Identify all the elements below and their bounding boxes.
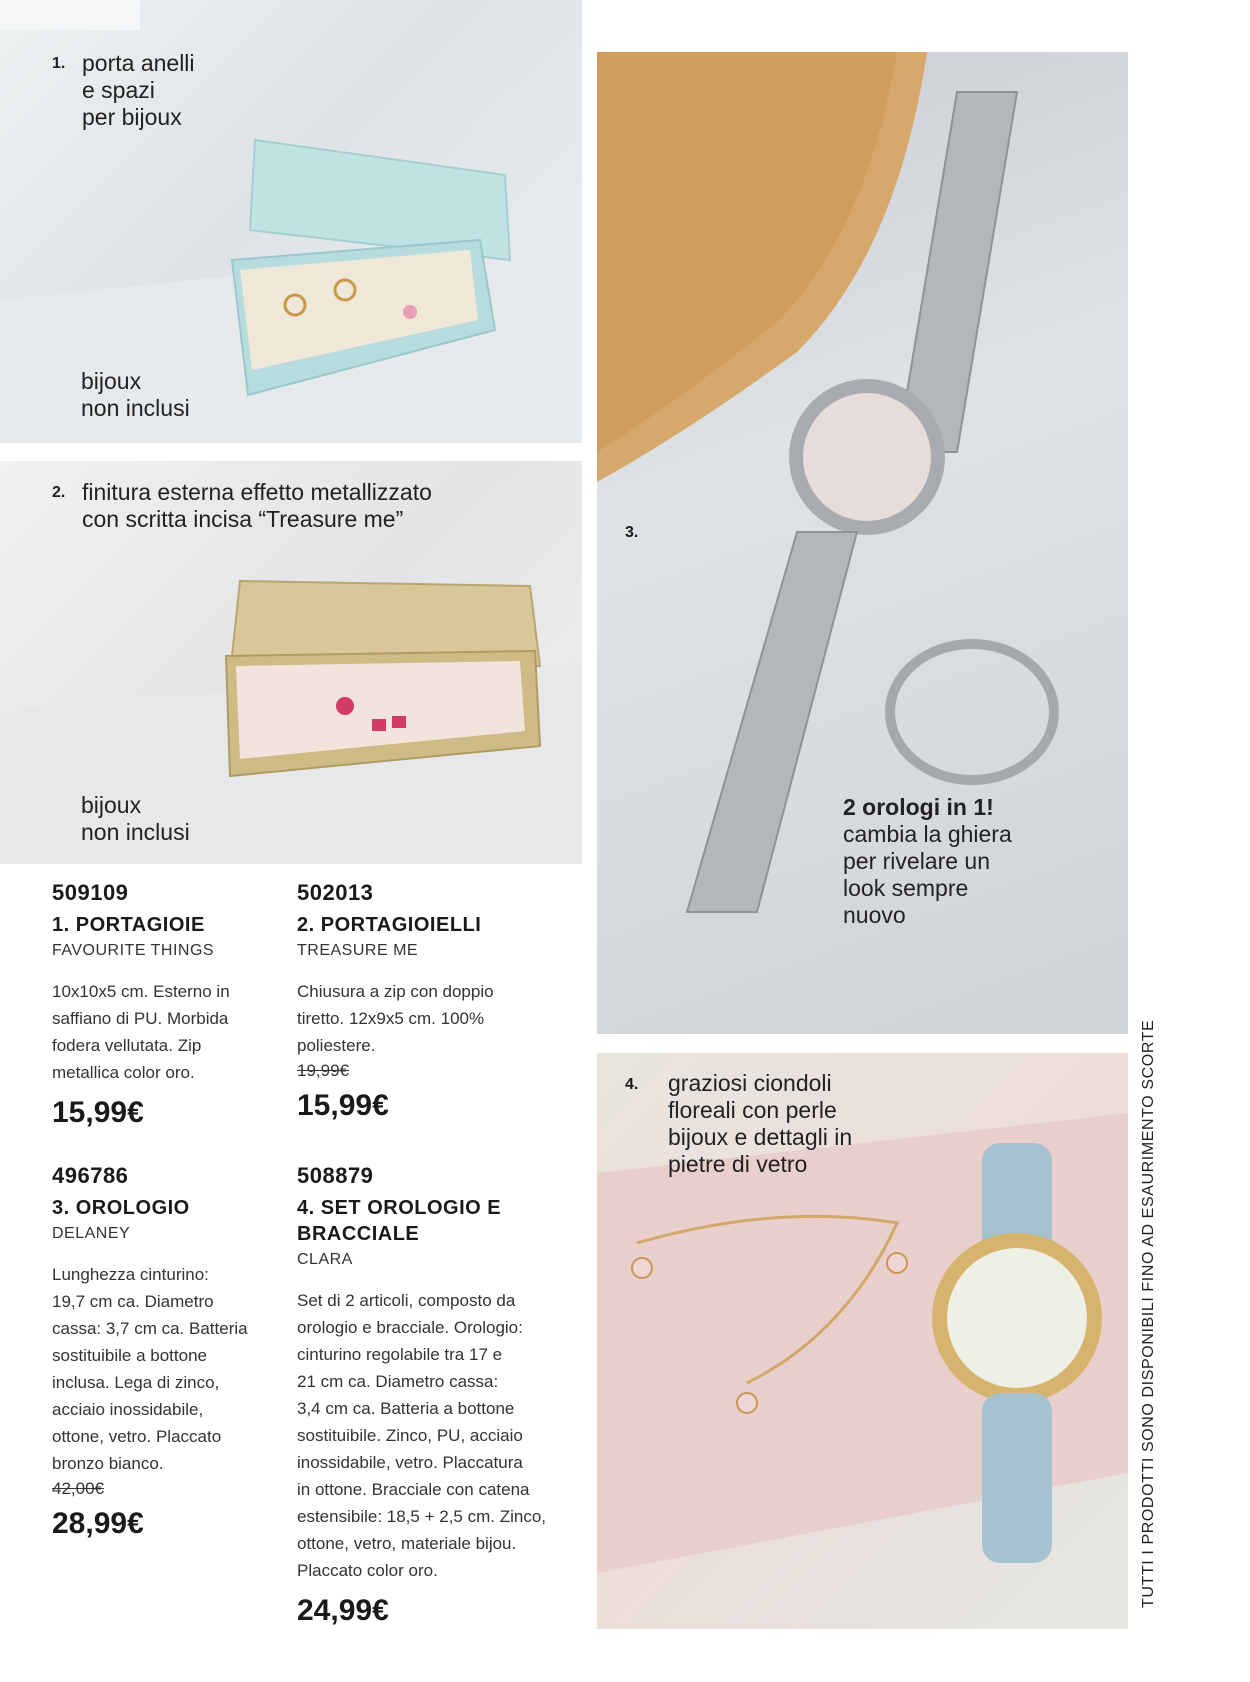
photo2-caption bbox=[52, 479, 432, 533]
photo3-callout-title: 2 orologi in 1! bbox=[843, 794, 994, 820]
photo1-caption bbox=[52, 50, 195, 131]
description-line: fodera vellutata. Zip bbox=[52, 1036, 202, 1055]
product-old-price: 42,00€ bbox=[52, 1479, 104, 1498]
description-line: 19,7 cm ca. Diametro bbox=[52, 1292, 214, 1311]
product-price: 24,99€ bbox=[297, 1594, 389, 1627]
description-line: cinturino regolabile tra 17 e bbox=[297, 1345, 503, 1364]
product-name: 1. PORTAGIOIE bbox=[52, 914, 205, 936]
photo2-caption-line: con scritta incisa “Treasure me” bbox=[82, 506, 404, 532]
photo2-note-line: bijoux bbox=[81, 792, 142, 818]
description-line: 3,4 cm ca. Batteria a bottone bbox=[297, 1399, 515, 1418]
description-line: 10x10x5 cm. Esterno in bbox=[52, 982, 230, 1001]
description-line: in ottone. Bracciale con catena bbox=[297, 1480, 530, 1499]
description-line: Chiusura a zip con doppio bbox=[297, 982, 494, 1001]
photo1-caption-line: e spazi bbox=[82, 77, 155, 103]
photo2-caption-line: finitura esterna effetto metallizzato bbox=[82, 479, 432, 505]
description-line: inclusa. Lega di zinco, bbox=[52, 1373, 220, 1392]
product-price: 28,99€ bbox=[52, 1507, 144, 1540]
photo3-number: 3. bbox=[625, 524, 639, 541]
product-description bbox=[52, 978, 287, 1086]
product-name: 2. PORTAGIOIELLI bbox=[297, 914, 482, 936]
product-name-line: 4. SET OROLOGIO E bbox=[297, 1197, 502, 1219]
photo3-callout-line: cambia la ghiera bbox=[843, 821, 1012, 847]
photo1-note bbox=[81, 368, 190, 422]
product-subtitle: DELANEY bbox=[52, 1225, 131, 1242]
product-description bbox=[297, 1287, 587, 1584]
product-name bbox=[297, 1195, 587, 1247]
product-orologio bbox=[52, 1163, 292, 1541]
photo3-callout-line: nuovo bbox=[843, 902, 906, 928]
photo3-callout-line: per rivelare un bbox=[843, 848, 991, 874]
description-line: tiretto. 12x9x5 cm. 100% bbox=[297, 1009, 485, 1028]
product-code: 496786 bbox=[52, 1163, 129, 1188]
availability-disclaimer: TUTTI I PRODOTTI SONO DISPONIBILI FINO AD ESAURIMENTO SCORTE bbox=[1140, 1019, 1157, 1608]
product-description bbox=[52, 1261, 292, 1477]
photo2-note-line: non inclusi bbox=[81, 819, 190, 845]
photo4-caption-line: bijoux e dettagli in bbox=[668, 1124, 853, 1150]
photo1-caption-line: per bijoux bbox=[82, 104, 182, 130]
photo2-number: 2. bbox=[52, 484, 66, 501]
photo1-note-line: non inclusi bbox=[81, 395, 190, 421]
description-line: acciaio inossidabile, bbox=[52, 1400, 204, 1419]
photo1-caption-line: porta anelli bbox=[82, 50, 195, 76]
description-line: sostituibile a bottone bbox=[52, 1346, 207, 1365]
description-line: estensibile: 18,5 + 2,5 cm. Zinco, bbox=[297, 1507, 546, 1526]
product-name: 3. OROLOGIO bbox=[52, 1197, 190, 1219]
product-price: 15,99€ bbox=[297, 1089, 389, 1122]
product-subtitle: CLARA bbox=[297, 1251, 353, 1268]
product-old-price: 19,99€ bbox=[297, 1061, 349, 1080]
photo4-caption bbox=[668, 1070, 852, 1178]
description-line: Set di 2 articoli, composto da bbox=[297, 1291, 516, 1310]
product-code: 508879 bbox=[297, 1163, 374, 1188]
photo3-callout-line: look sempre bbox=[843, 875, 969, 901]
photo4-caption-line: floreali con perle bbox=[668, 1097, 837, 1123]
description-line: inossidabile, vetro. Placcatura bbox=[297, 1453, 523, 1472]
product-portagioie bbox=[52, 880, 287, 1130]
description-line: cassa: 3,7 cm ca. Batteria bbox=[52, 1319, 248, 1338]
product-code: 509109 bbox=[52, 880, 129, 905]
description-line: Lunghezza cinturino: bbox=[52, 1265, 209, 1284]
photo4-caption-line: graziosi ciondoli bbox=[668, 1070, 832, 1096]
photo1-number: 1. bbox=[52, 55, 66, 72]
description-line: saffiano di PU. Morbida bbox=[52, 1009, 229, 1028]
product-portagioielli bbox=[297, 880, 577, 1123]
description-line: 21 cm ca. Diametro cassa: bbox=[297, 1372, 499, 1391]
description-line: orologio e bracciale. Orologio: bbox=[297, 1318, 523, 1337]
photo3-callout bbox=[843, 794, 1012, 929]
photo1-note-line: bijoux bbox=[81, 368, 142, 394]
description-line: ottone, vetro. Placcato bbox=[52, 1427, 222, 1446]
product-description bbox=[297, 978, 577, 1059]
product-price: 15,99€ bbox=[52, 1096, 144, 1129]
product-subtitle: TREASURE ME bbox=[297, 942, 419, 959]
product-set-orologio-bracciale bbox=[297, 1163, 587, 1628]
photo4-number: 4. bbox=[625, 1076, 639, 1093]
product-subtitle: FAVOURITE THINGS bbox=[52, 942, 215, 959]
description-line: Placcato color oro. bbox=[297, 1561, 438, 1580]
description-line: bronzo bianco. bbox=[52, 1454, 164, 1473]
description-line: sostituibile. Zinco, PU, acciaio bbox=[297, 1426, 523, 1445]
photo4-caption-line: pietre di vetro bbox=[668, 1151, 808, 1177]
product-name-line: BRACCIALE bbox=[297, 1223, 420, 1245]
product-code: 502013 bbox=[297, 880, 374, 905]
description-line: poliestere. bbox=[297, 1036, 376, 1055]
description-line: metallica color oro. bbox=[52, 1063, 195, 1082]
description-line: ottone, vetro, materiale bijou. bbox=[297, 1534, 517, 1553]
photo2-note bbox=[81, 792, 190, 846]
